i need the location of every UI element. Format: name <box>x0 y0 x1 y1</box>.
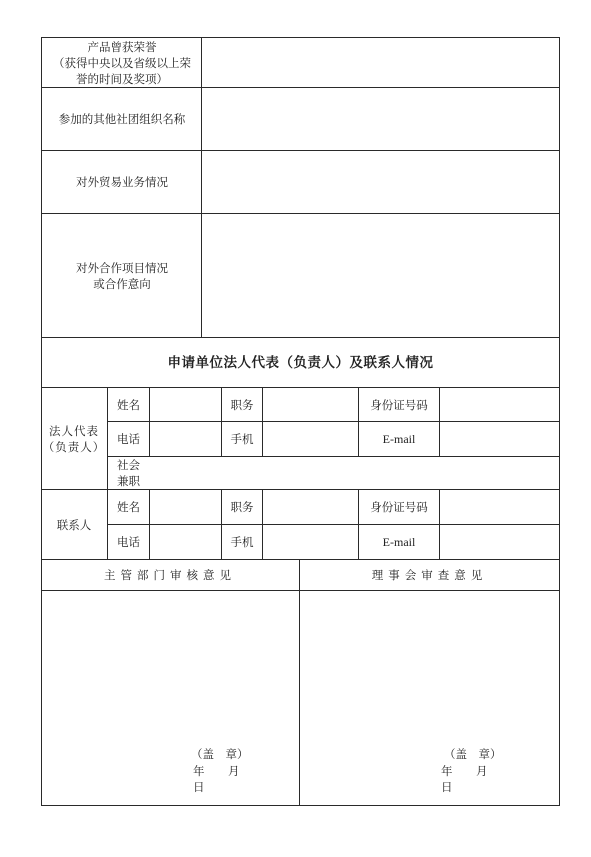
legal-rep-email-input[interactable] <box>440 422 559 456</box>
other-orgs-input[interactable] <box>202 88 559 150</box>
council-review-header: 理事会审查意见 <box>371 568 488 582</box>
application-form-table <box>41 37 560 806</box>
legal-rep-label: 法人代表 （负责人） <box>42 423 106 454</box>
cooperation-input[interactable] <box>202 214 559 337</box>
other-orgs-label: 参加的其他社团组织名称 <box>58 112 186 126</box>
legal-rep-mobile-input[interactable] <box>263 422 358 456</box>
contact-phone-input[interactable] <box>150 525 221 559</box>
contact-label: 联系人 <box>56 517 92 532</box>
foreign-trade-label: 对外贸易业务情况 <box>76 175 168 189</box>
council-date: 年 月 日 <box>441 764 511 794</box>
contact-mobile-label: 手机 <box>230 535 254 549</box>
persons-heading: 申请单位法人代表（负责人）及联系人情况 <box>167 354 434 371</box>
cooperation-label: 对外合作项目情况 或合作意向 <box>76 260 168 291</box>
contact-email-label: E-mail <box>382 535 416 549</box>
table-border-bottom <box>41 805 560 806</box>
legal-rep-id-label: 身份证号码 <box>370 397 428 412</box>
legal-rep-phone-label: 电话 <box>117 432 140 446</box>
social-roles-input[interactable] <box>150 457 559 489</box>
council-seal: （盖 章） <box>444 747 502 761</box>
legal-rep-position-label: 职务 <box>230 397 254 412</box>
contact-id-label: 身份证号码 <box>370 500 428 514</box>
table-border-right <box>559 37 560 806</box>
foreign-trade-input[interactable] <box>202 151 559 213</box>
honors-label: 产品曾获荣誉 （获得中央以及省级以上荣誉的时间及奖项） <box>53 39 191 86</box>
contact-name-input[interactable] <box>150 490 221 524</box>
contact-name-label: 姓名 <box>117 500 140 514</box>
legal-rep-id-input[interactable] <box>440 388 559 421</box>
legal-rep-name-input[interactable] <box>150 388 221 421</box>
legal-rep-mobile-label: 手机 <box>230 432 254 446</box>
supervisor-seal: （盖 章） <box>191 747 249 761</box>
contact-mobile-input[interactable] <box>263 525 358 559</box>
contact-position-label: 职务 <box>230 500 254 514</box>
contact-position-input[interactable] <box>263 490 358 524</box>
legal-rep-phone-input[interactable] <box>150 422 221 456</box>
contact-phone-label: 电话 <box>117 535 140 549</box>
supervisor-review-header: 主管部门审核意见 <box>104 568 236 582</box>
legal-rep-name-label: 姓名 <box>117 397 140 412</box>
legal-rep-position-input[interactable] <box>263 388 358 421</box>
legal-rep-email-label: E-mail <box>382 432 416 446</box>
social-roles-label: 社会 兼职 <box>117 458 140 488</box>
contact-email-input[interactable] <box>440 525 559 559</box>
supervisor-date: 年 月 日 <box>193 764 263 794</box>
honors-input[interactable] <box>202 38 559 87</box>
contact-id-input[interactable] <box>440 490 559 524</box>
